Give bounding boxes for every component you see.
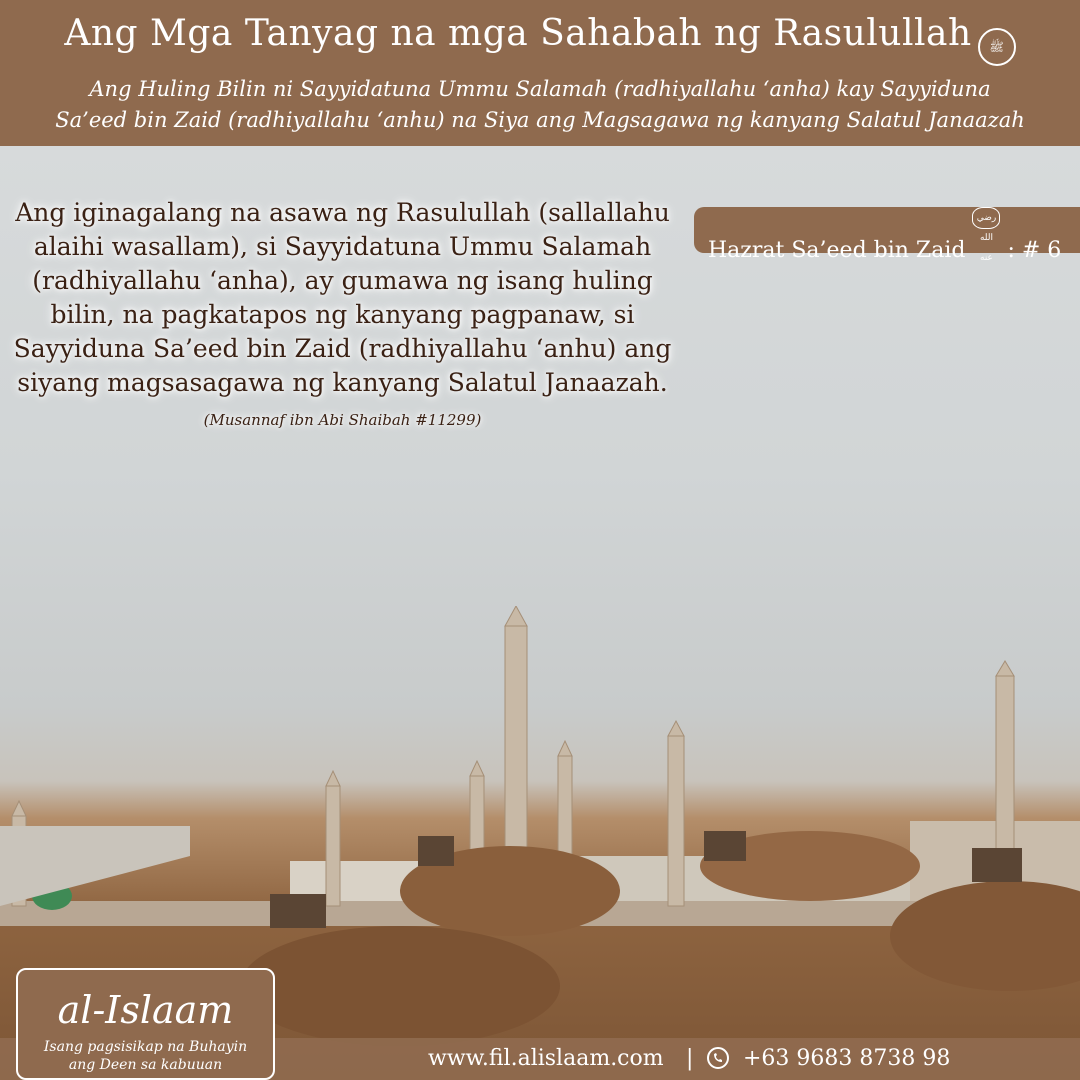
series-badge (694, 207, 1080, 263)
honorific-calligraphy-icon: رضي الله عنه (972, 207, 1000, 229)
honorific-calligraphy-icon: ﷺ (978, 28, 1016, 66)
header-banner (0, 0, 1080, 146)
page-title (0, 0, 1080, 66)
footer-separator: | (686, 1046, 694, 1071)
subtitle-line-2: Sa’eed bin Zaid (radhiyallahu ‘anhu) na Siya ang Magsagawa ng kanyang Salatul Janaazah (55, 108, 1025, 132)
phone-number[interactable]: +63 9683 8738 98 (743, 1046, 951, 1071)
logo-tagline-1: Isang pagsisikap na Buhayin (43, 1039, 248, 1055)
title-text: Ang Mga Tanyag na mga Sahabah ng Rasulullah (64, 13, 972, 54)
al-islaam-logo (16, 968, 275, 1080)
website-link[interactable]: www.fil.alislaam.com (428, 1046, 664, 1071)
body-paragraph (10, 196, 675, 437)
paragraph-text: Ang iginagalang na asawa ng Rasulullah (sallallahu alaihi wasallam), si Sayyidatuna Ummu Salamah (radhiyallahu ‘anha), ay gumawa ng isang huling bilin, na pagkatapos ng kanyang pagpanaw, si Sayyiduna Sa’eed bin Zaid (radhiyallahu ‘anhu) ang siyang magsasagawa ng kanyang Salatul Janaazah. (13, 198, 672, 397)
badge-number: : # 6 (1007, 238, 1062, 263)
page-subtitle (0, 74, 1080, 136)
whatsapp-icon (706, 1046, 730, 1070)
subtitle-line-1: Ang Huling Bilin ni Sayyidatuna Ummu Salamah (radhiyallahu ‘anha) kay Sayyiduna (89, 77, 991, 101)
badge-text: Hazrat Sa’eed bin Zaid (708, 238, 966, 263)
logo-tagline-2: ang Deen sa kabuuan (68, 1057, 223, 1073)
citation: (Musannaf ibn Abi Shaibah #11299) (203, 411, 482, 429)
logo-name: al-Islaam (57, 988, 234, 1032)
